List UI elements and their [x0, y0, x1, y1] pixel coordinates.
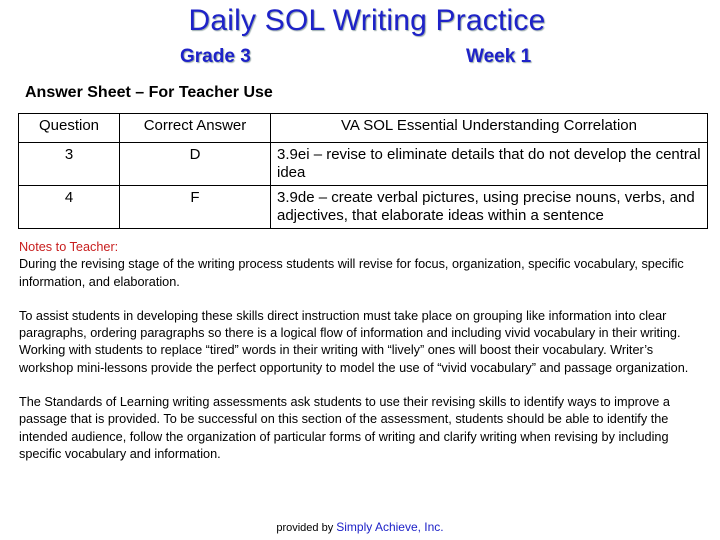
column-header-question: Question — [19, 114, 120, 143]
question-number: 3 — [19, 143, 120, 186]
page-title: Daily SOL Writing Practice — [188, 4, 546, 37]
answer-sheet-heading: Answer Sheet – For Teacher Use — [25, 84, 273, 101]
table-row — [19, 186, 708, 229]
correct-answer: F — [120, 186, 271, 229]
table-row — [19, 143, 708, 186]
footer — [0, 520, 720, 534]
teacher-notes — [19, 239, 709, 480]
notes-paragraph-3: The Standards of Learning writing assessments ask students to use their revising skills to identify ways to improve a passage that is provided. To be successful on this section of the assessment, students should be able to identify the intended audience, follow the organization of particular forms of writing and clarify writing when revising by including specific vocabulary and information. — [19, 395, 670, 461]
answer-table — [18, 113, 708, 229]
footer-brand: Simply Achieve, Inc. — [336, 520, 444, 534]
sol-correlation: 3.9ei – revise to eliminate details that do not develop the central idea — [271, 143, 708, 186]
week-label: Week 1 — [466, 46, 532, 67]
column-header-correlation: VA SOL Essential Understanding Correlation — [271, 114, 708, 143]
sol-correlation: 3.9de – create verbal pictures, using precise nouns, verbs, and adjectives, that elaborate ideas within a sentence — [271, 186, 708, 229]
notes-paragraph-2: To assist students in developing these skills direct instruction must take place on grouping like information into clear paragraphs, ordering paragraphs so there is a logical flow of information and including vivid vocabulary in their writing. Working with students to replace “tired” words in their writing with “lively” ones will boost their vocabulary. Writer’s workshop mini-lessons provide the perfect opportunity to model the use of “vivid vocabulary” and passage organization. — [19, 308, 689, 375]
notes-text-1: During the revising stage of the writing process students will revise for focus, organization, specific vocabulary, specific information, and elaboration. — [19, 257, 684, 289]
notes-label: Notes to Teacher: — [19, 240, 119, 254]
question-number: 4 — [19, 186, 120, 229]
correct-answer: D — [120, 143, 271, 186]
footer-provided-by: provided by — [276, 522, 334, 534]
notes-paragraph-1 — [19, 239, 709, 291]
column-header-correct-answer: Correct Answer — [120, 114, 271, 143]
table-header-row — [19, 114, 708, 143]
grade-label: Grade 3 — [180, 46, 251, 67]
